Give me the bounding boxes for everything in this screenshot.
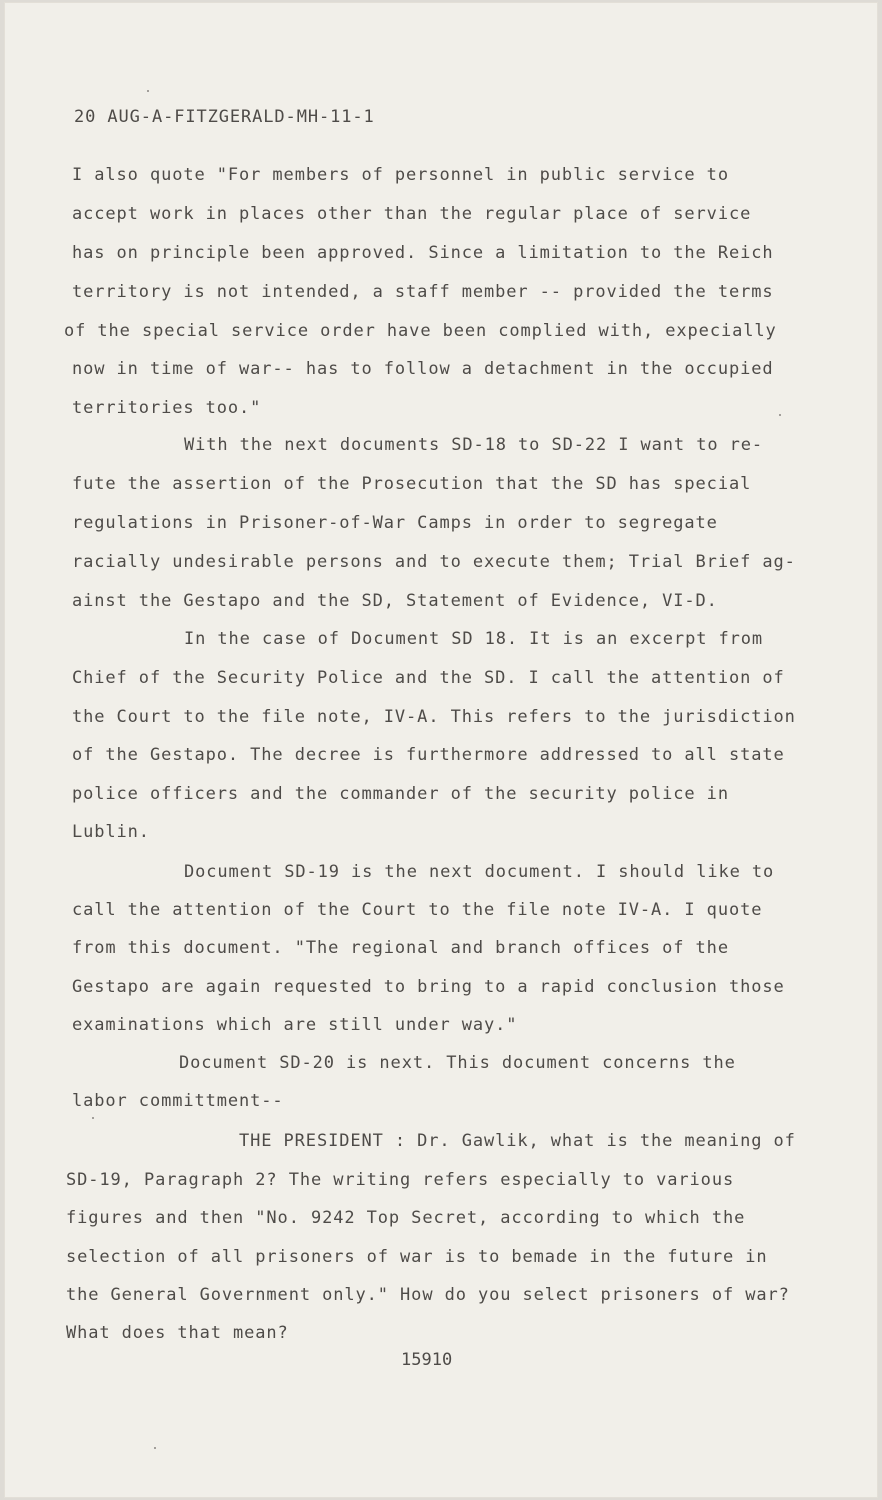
text-line: territories too." <box>72 398 262 418</box>
text-line: I also quote "For members of personnel in public service to <box>72 165 729 185</box>
text-line: labor committment-- <box>72 1091 284 1111</box>
text-line: examinations which are still under way." <box>72 1015 518 1035</box>
document-page <box>4 2 878 1498</box>
text-line: fute the assertion of the Prosecution that the SD has special <box>72 474 752 494</box>
text-line: accept work in places other than the regular place of service <box>72 204 752 224</box>
paper-speck <box>147 90 149 92</box>
text-line: Gestapo are again requested to bring to a rapid conclusion those <box>72 977 785 997</box>
text-line: the Court to the file note, IV-A. This refers to the jurisdiction <box>72 707 796 727</box>
page-number: 15910 <box>401 1350 453 1370</box>
text-line: With the next documents SD-18 to SD-22 I want to re- <box>184 435 764 455</box>
text-line: Lublin. <box>72 822 150 842</box>
text-line: of the special service order have been complied with, expecially <box>64 321 777 341</box>
text-line: What does that mean? <box>66 1323 289 1343</box>
paper-speck <box>779 414 781 416</box>
text-line: ainst the Gestapo and the SD, Statement of Evidence, VI-D. <box>72 591 718 611</box>
text-line: call the attention of the Court to the file note IV-A. I quote <box>72 900 763 920</box>
text-line: the General Government only." How do you select prisoners of war? <box>66 1285 790 1305</box>
text-line: police officers and the commander of the security police in <box>72 784 729 804</box>
text-line: territory is not intended, a staff member -- provided the terms <box>72 282 774 302</box>
text-line: of the Gestapo. The decree is furthermore addressed to all state <box>72 745 785 765</box>
text-line: Document SD-19 is the next document. I should like to <box>184 862 775 882</box>
text-line: Chief of the Security Police and the SD. I call the attention of <box>72 668 785 688</box>
text-line: racially undesirable persons and to execute them; Trial Brief ag- <box>72 552 796 572</box>
text-line: has on principle been approved. Since a limitation to the Reich <box>72 243 774 263</box>
text-line: In the case of Document SD 18. It is an excerpt from <box>184 629 764 649</box>
text-line: regulations in Prisoner-of-War Camps in order to segregate <box>72 513 718 533</box>
paper-speck <box>92 1117 94 1119</box>
text-line: figures and then "No. 9242 Top Secret, according to which the <box>66 1208 746 1228</box>
text-line: THE PRESIDENT : Dr. Gawlik, what is the meaning of <box>239 1131 796 1151</box>
text-line: now in time of war-- has to follow a detachment in the occupied <box>72 359 774 379</box>
text-line: selection of all prisoners of war is to bemade in the future in <box>66 1247 768 1267</box>
paper-speck <box>154 1447 156 1449</box>
text-line: Document SD-20 is next. This document concerns the <box>179 1053 736 1073</box>
text-line: from this document. "The regional and branch offices of the <box>72 938 729 958</box>
text-line: SD-19, Paragraph 2? The writing refers especially to various <box>66 1170 735 1190</box>
document-header: 20 AUG-A-FITZGERALD-MH-11-1 <box>74 107 375 127</box>
